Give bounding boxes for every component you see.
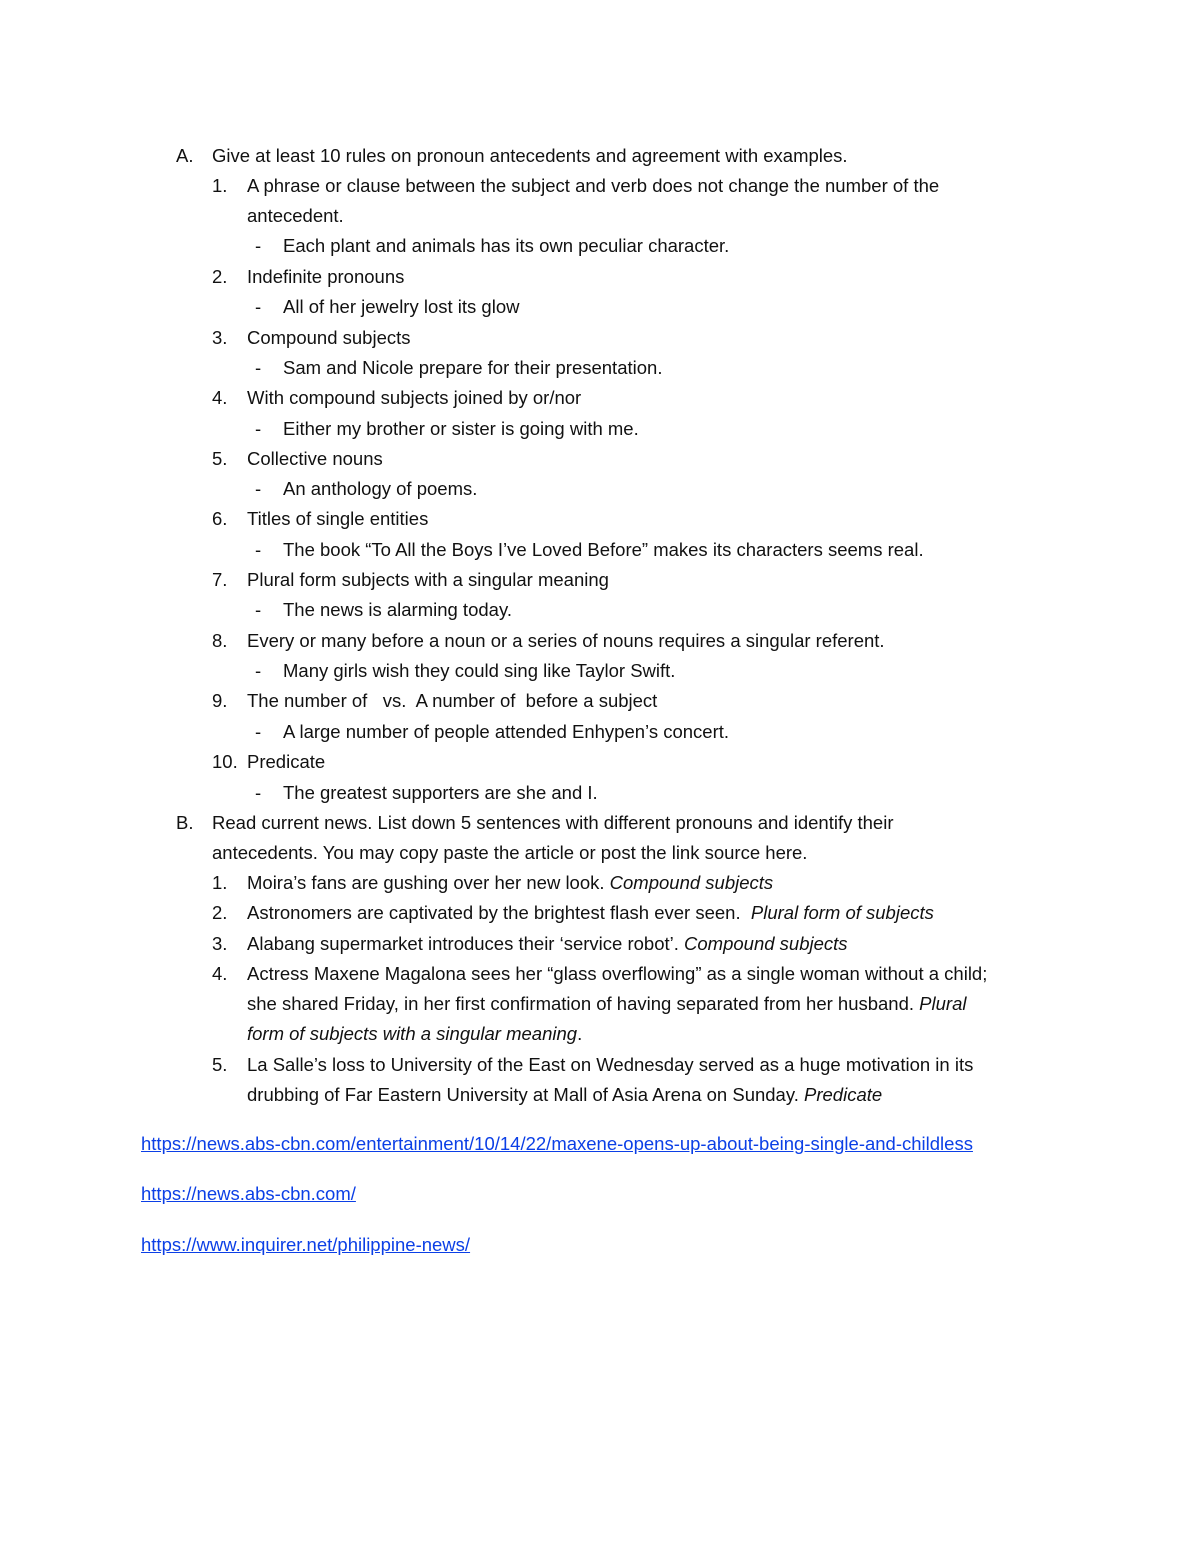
rule-example: Each plant and animals has its own peculiar character. [283, 235, 730, 256]
section-a-heading: Give at least 10 rules on pronoun antecedents and agreement with examples. [212, 145, 848, 166]
news-sentence: drubbing of Far Eastern University at Mall of Asia Arena on Sunday. [247, 1084, 805, 1105]
antecedent-label: Compound subjects [684, 933, 848, 954]
source-link-abs-cbn[interactable]: https://news.abs-cbn.com/ [141, 1183, 356, 1204]
news-sentence: Actress Maxene Magalona sees her “glass overflowing” as a single woman without a child; [247, 963, 988, 984]
rule-example: Either my brother or sister is going with me. [283, 418, 639, 439]
news-item-number: 3. [212, 933, 228, 954]
rule-example: The greatest supporters are she and I. [283, 782, 598, 803]
rule-number: 8. [212, 630, 228, 651]
rule-title: With compound subjects joined by or/nor [247, 387, 582, 408]
section-b-heading: Read current news. List down 5 sentences with different pronouns and identify their [212, 812, 894, 833]
rule-number: 6. [212, 508, 228, 529]
antecedent-label: Compound subjects [609, 872, 774, 893]
antecedent-label: form of subjects with a singular meaning [247, 1023, 578, 1044]
news-item-number: 5. [212, 1054, 228, 1075]
rule-number: 1. [212, 175, 228, 196]
rule-title: Collective nouns [247, 448, 383, 469]
rule-title: Indefinite pronouns [247, 266, 405, 287]
news-item-number: 4. [212, 963, 228, 984]
rule-number: 5. [212, 448, 228, 469]
sentence-period: . [577, 1023, 583, 1044]
rule-number: 4. [212, 387, 228, 408]
antecedent-label: Predicate [804, 1084, 883, 1105]
antecedent-label: Plural form of subjects [750, 902, 934, 923]
rule-title: A phrase or clause between the subject and verb does not change the number of the [247, 175, 940, 196]
rule-title: Predicate [247, 751, 326, 772]
news-item [247, 872, 773, 894]
antecedent-label: Plural [919, 993, 967, 1014]
rule-example: The book “To All the Boys I’ve Loved Before” makes its characters seems real. [283, 539, 924, 560]
news-item [247, 933, 848, 955]
example-dash: - [255, 357, 262, 378]
rule-title: Every or many before a noun or a series of nouns requires a singular referent. [247, 630, 885, 651]
rule-example: The news is alarming today. [283, 599, 512, 620]
example-dash: - [255, 782, 262, 803]
example-dash: - [255, 539, 262, 560]
news-item-number: 1. [212, 872, 228, 893]
news-sentence: Moira’s fans are gushing over her new look. [247, 872, 610, 893]
section-b-marker: B. [176, 812, 194, 833]
news-sentence: Alabang supermarket introduces their ‘service robot’. [247, 933, 685, 954]
rule-example: A large number of people attended Enhypen’s concert. [283, 721, 730, 742]
rule-title: The number of vs. A number of before a subject [247, 690, 658, 711]
rule-title: Compound subjects [247, 327, 411, 348]
rule-number: 10. [212, 751, 238, 772]
rule-number: 9. [212, 690, 228, 711]
example-dash: - [255, 296, 262, 317]
news-sentence: she shared Friday, in her first confirmation of having separated from her husband. [247, 993, 920, 1014]
rule-example: Sam and Nicole prepare for their presentation. [283, 357, 663, 378]
rule-example: Many girls wish they could sing like Taylor Swift. [283, 660, 676, 681]
rule-title-continued: antecedent. [247, 205, 344, 226]
rule-number: 2. [212, 266, 228, 287]
news-item-number: 2. [212, 902, 228, 923]
example-dash: - [255, 599, 262, 620]
rule-example: All of her jewelry lost its glow [283, 296, 520, 317]
source-link-abs-cbn-maxene[interactable]: https://news.abs-cbn.com/entertainment/10/14/22/maxene-opens-up-about-being-single-and-childless [141, 1133, 973, 1154]
example-dash: - [255, 478, 262, 499]
example-dash: - [255, 660, 262, 681]
rule-title: Titles of single entities [247, 508, 429, 529]
example-dash: - [255, 418, 262, 439]
news-sentence: Astronomers are captivated by the brightest flash ever seen. [247, 902, 751, 923]
news-item [247, 902, 934, 924]
rule-title: Plural form subjects with a singular meaning [247, 569, 609, 590]
rule-example: An anthology of poems. [283, 478, 478, 499]
source-link-inquirer[interactable]: https://www.inquirer.net/philippine-news/ [141, 1234, 471, 1255]
news-sentence: La Salle’s loss to University of the East on Wednesday served as a huge motivation in its [247, 1054, 974, 1075]
section-b-heading-continued: antecedents. You may copy paste the article or post the link source here. [212, 842, 808, 863]
rule-number: 7. [212, 569, 228, 590]
section-a-marker: A. [176, 145, 194, 166]
example-dash: - [255, 721, 262, 742]
example-dash: - [255, 235, 262, 256]
news-item-continued [247, 993, 966, 1015]
news-item-continued [247, 1023, 582, 1045]
news-item-continued [247, 1084, 882, 1106]
rule-number: 3. [212, 327, 228, 348]
